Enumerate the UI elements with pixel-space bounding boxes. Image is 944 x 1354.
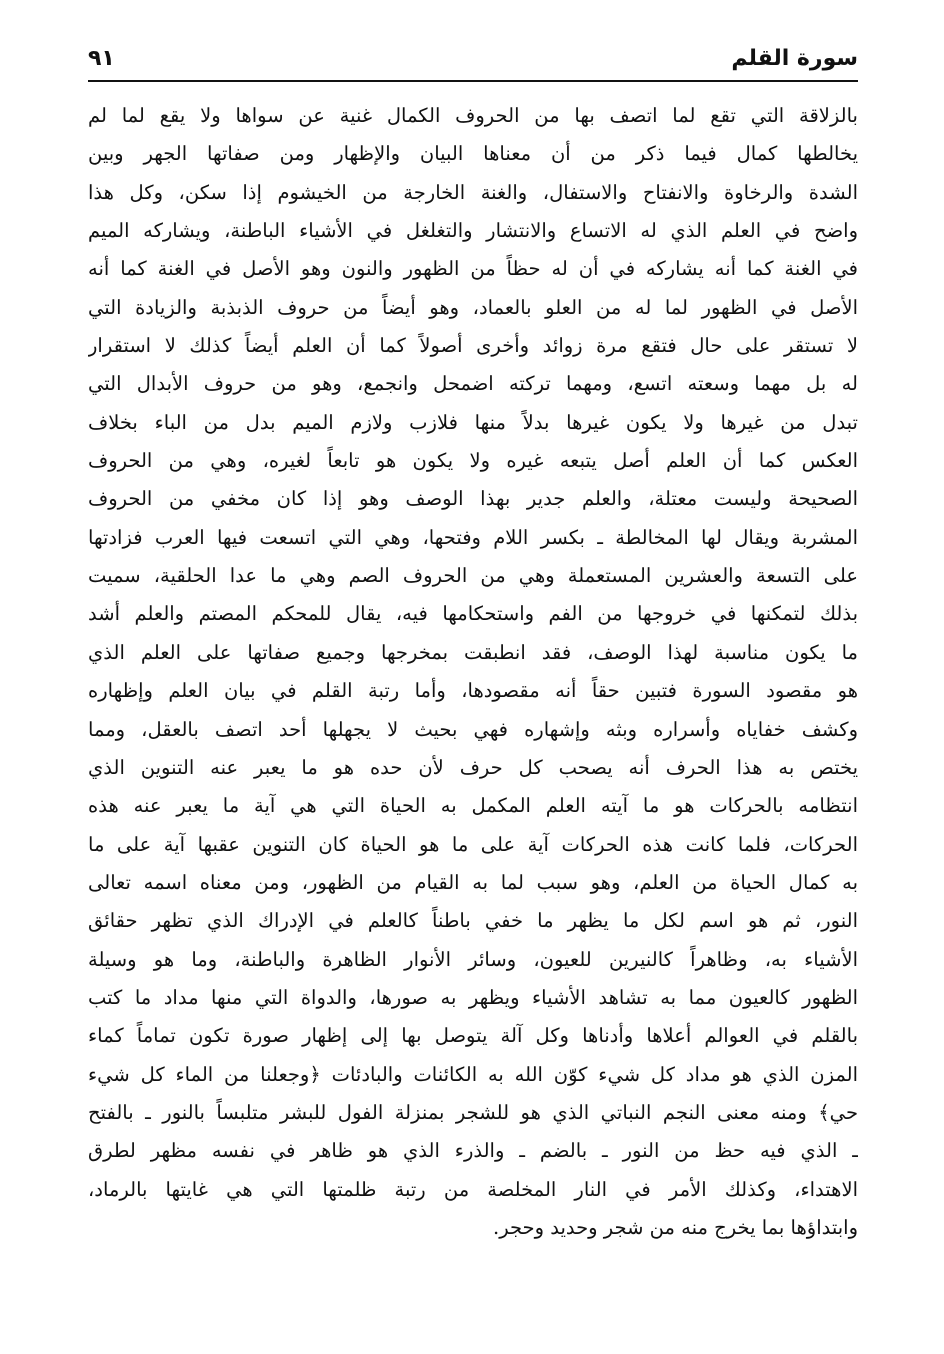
text-line: يخالطها كمال فيما ذكر من أن معناها البيان والإظهار ومن صفاتها الجهر وبين: [88, 142, 858, 166]
text-line: الأصل في الظهور لما له من العلو بالعماد، وهو أيضاً من حروف الذبذبة والزيادة التي: [88, 295, 858, 319]
text-line: انتظامه بالحركات هو ما آيته العلم المكمل به الحياة التي هي آية ما يعبر عنه هذه: [88, 794, 858, 818]
text-line: لا تستقر على حال فتقع مرة زوائد وأخرى أصولاً كما أن العلم أيضاً كذلك لا استقرار: [88, 334, 858, 358]
text-line: يختص به هذا الحرف أنه يصحب كل حرف لأن حده هو ما يعبر عنه التنوين الذي: [88, 755, 858, 779]
text-line: بذلك لتمكنها في خروجها من الفم واستحكامها فيه، يقال للمحكم المصتم والعلم أشد: [88, 602, 858, 626]
text-line: وابتداؤها بما يخرج منه من شجر وحديد وحجر.: [493, 1215, 858, 1239]
text-line: المزن الذي هو مداد كل شيء كوّن الله به الكائنات والبادئات ﴿وجعلنا من الماء كل شيء: [88, 1062, 858, 1086]
text-line: له بل مهما وسعته اتسع، ومهما تركته اضمحل وانجمع، وهو من حروف الأبدال التي: [88, 372, 858, 396]
text-line: تبدل من غيرها ولا يكون غيرها بدلاً منها فلازب ولازم الميم بدل من الباء بخلاف: [88, 410, 858, 434]
text-line: بالزلاقة التي تقع لما اتصف بها من الحروف الكمال غنية عن سواها ولا يقع لما لم: [88, 104, 858, 127]
text-line: الاهتداء، وكذلك الأمر في النار المخلصة من رتبة ظلمتها التي هي غايتها بالرماد،: [88, 1177, 858, 1201]
text-line: وكشف خفاياه وأسراره وبثه وإشهاره فهي بحيث لا يجهلها أحد اتصف بالعقل، ومما: [88, 717, 858, 741]
text-line: العكس كما أن العلم أصل يتبعه غيره ولا يكون هو تابعاً لغيره، وهي من الحروف: [88, 449, 858, 473]
text-line: الصحيحة وليست معتلة، والعلم جدير بهذا الوصف وهو إذا كان مخفي من الحروف: [88, 487, 858, 511]
text-line: النور، ثم هو اسم لكل ما يظهر ما خفي باطناً كالعلم في الإدراك الذي تظهر حقائق: [88, 909, 858, 933]
text-line: واضح في العلم الذي له الاتساع والانتشار والتغلغل في الأشياء الباطنة، ويشاركه الميم: [88, 219, 858, 243]
text-line: بالقلم في العوالم أعلاها وأدناها وكل آلة يتوصل بها إلى إظهار صورة تكون تماماً كماء: [88, 1024, 858, 1048]
text-line: الحركات، فلما كانت هذه الحركات آية على ما هو الحياة كان التنوين عقبها آية على ما: [88, 832, 858, 856]
running-title: سورة القلم: [731, 46, 858, 71]
body-text: [88, 97, 858, 1247]
text-line: الشدة والرخاوة والانفتاح والاستفال، والغنة الخارجة من الخيشوم إذا سكن، وكل هذا: [88, 180, 858, 204]
text-line: هو مقصود السورة فتبين حقاً أنه مقصودها، وأما رتبة القلم في بيان العلم وإظهاره: [88, 679, 858, 703]
text-line: الأشياء به، وظاهراً كالنيرين للعيون، وسائر الأنوار الظاهرة والباطنة، وما هو وسيلة: [88, 947, 858, 971]
page-header: [88, 40, 858, 82]
text-line: ما يكون مناسبة لهذا الوصف، فقد انطبقت بمخرجها وجميع صفاتها على العلم الذي: [88, 640, 858, 664]
text-line: في الغنة كما أنه يشاركه في أن له حظاً من الظهور والنون وهو الأصل في الغنة كما أنه: [88, 257, 858, 281]
text-line: على التسعة والعشرين المستعملة وهي من الحروف الصم وهي ما عدا الحلقية، سميت: [88, 564, 858, 588]
text-line: به كمال الحياة من العلم، وهو سبب لما به القيام من الظهور، ومن معناه اسمه تعالى: [88, 870, 858, 894]
text-line: حي﴾ ومنه معنى النجم النباتي الذي هو للشجر بمنزلة الفول للبشر متلبساً بالنور ـ بالفتح: [88, 1100, 858, 1124]
page-number: ٩١: [88, 46, 115, 71]
text-line: ـ الذي فيه حظ من النور ـ بالضم ـ والذرء الذي هو ظاهر في نفسه مظهر لطرق: [88, 1139, 858, 1163]
text-line: المشربة ويقال لها المخالطة ـ بكسر اللام وفتحها، وهي التي اتسعت فيها العرب فزادتها: [88, 525, 858, 549]
text-line: الظهور كالعيون مما به تشاهد الأشياء ويظهر به صورها، والدواة التي منها مداد ما كتب: [88, 985, 858, 1009]
